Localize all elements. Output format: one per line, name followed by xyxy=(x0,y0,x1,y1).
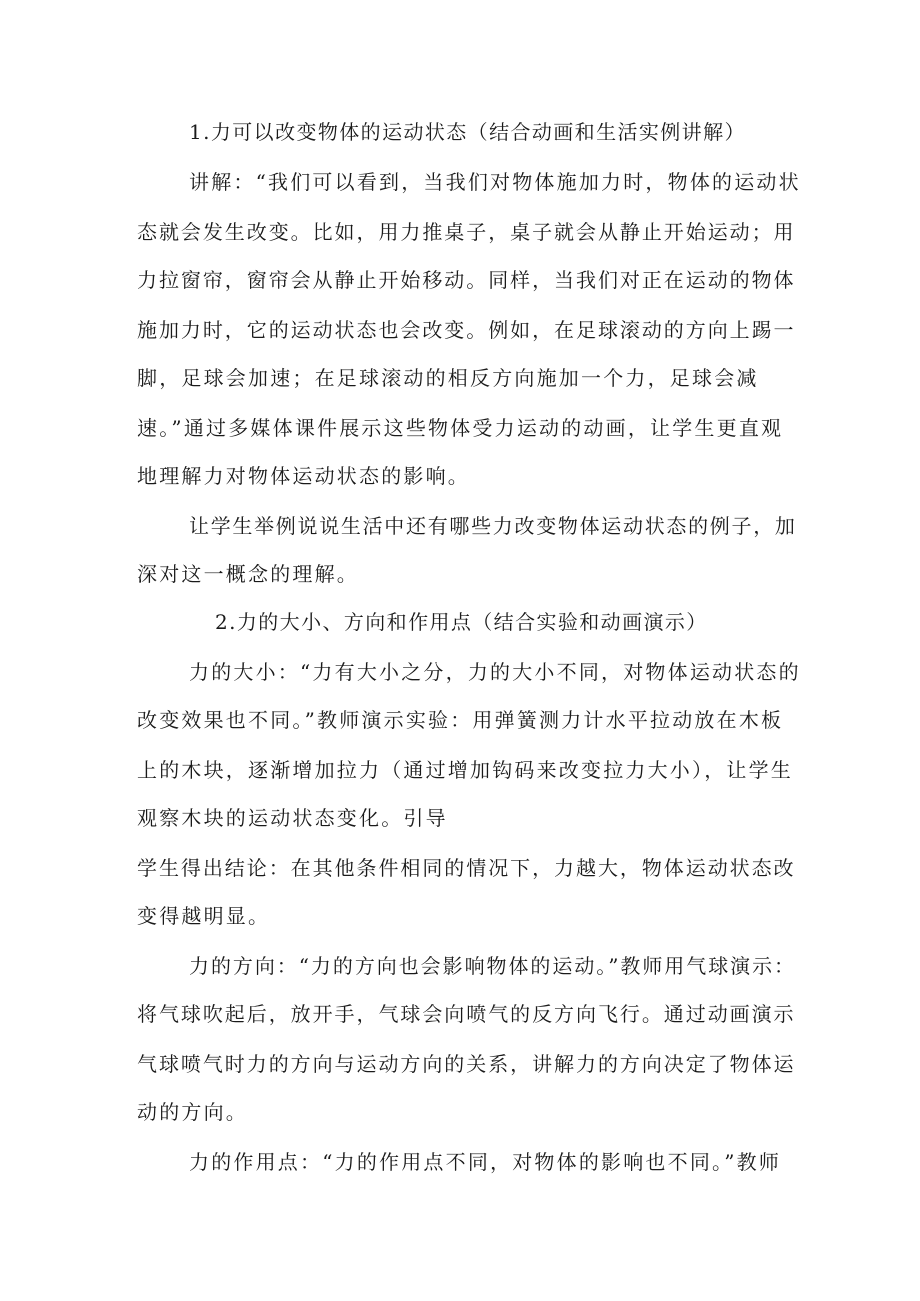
section-1-explanation-line: 速。”通过多媒体课件展示这些物体受力运动的动画，让学生更直观 xyxy=(137,416,784,440)
section-1-activity-line: 深对这一概念的理解。 xyxy=(137,562,359,586)
magnitude-paragraph-line: 力的大小：“力有大小之分，力的大小不同，对物体运动状态的 xyxy=(189,660,801,684)
section-2-heading: 2.力的大小、方向和作用点（结合实验和动画演示） xyxy=(215,610,708,634)
section-1-explanation-line: 地理解力对物体运动状态的影响。 xyxy=(137,464,470,488)
application-point-paragraph-line: 力的作用点：“力的作用点不同，对物体的影响也不同。”教师 xyxy=(189,1150,782,1174)
section-1-explanation-line: 讲解：“我们可以看到，当我们对物体施加力时，物体的运动状 xyxy=(189,170,801,194)
direction-paragraph-line: 气球喷气时力的方向与运动方向的关系，讲解力的方向决定了物体运 xyxy=(137,1052,796,1076)
magnitude-paragraph-line: 观察木块的运动状态变化。引导 xyxy=(137,806,448,830)
magnitude-paragraph-line: 学生得出结论：在其他条件相同的情况下，力越大，物体运动状态改 xyxy=(137,856,796,880)
section-1-explanation-line: 施加力时，它的运动状态也会改变。例如，在足球滚动的方向上踢一 xyxy=(137,318,796,342)
section-1-heading: 1.力可以改变物体的运动状态（结合动画和生活实例讲解） xyxy=(189,120,746,144)
section-1-explanation-line: 态就会发生改变。比如，用力推桌子，桌子就会从静止开始运动；用 xyxy=(137,220,796,244)
magnitude-paragraph-line: 变得越明显。 xyxy=(137,904,271,928)
magnitude-paragraph-line: 改变效果也不同。”教师演示实验：用弹簧测力计水平拉动放在木板 xyxy=(137,708,784,732)
magnitude-paragraph-line: 上的木块，逐渐增加拉力（通过增加钩码来改变拉力大小），让学生 xyxy=(137,758,793,782)
section-1-explanation-line: 脚，足球会加速；在足球滚动的相反方向施加一个力，足球会减 xyxy=(137,366,759,390)
section-1-explanation-line: 力拉窗帘，窗帘会从静止开始移动。同样，当我们对正在运动的物体 xyxy=(137,268,796,292)
direction-paragraph-line: 将气球吹起后，放开手，气球会向喷气的反方向飞行。通过动画演示 xyxy=(137,1002,796,1026)
direction-paragraph-line: 动的方向。 xyxy=(137,1100,248,1124)
direction-paragraph-line: 力的方向：“力的方向也会影响物体的运动。”教师用气球演示： xyxy=(189,954,796,978)
section-1-activity-line: 让学生举例说说生活中还有哪些力改变物体运动状态的例子，加 xyxy=(189,514,797,538)
